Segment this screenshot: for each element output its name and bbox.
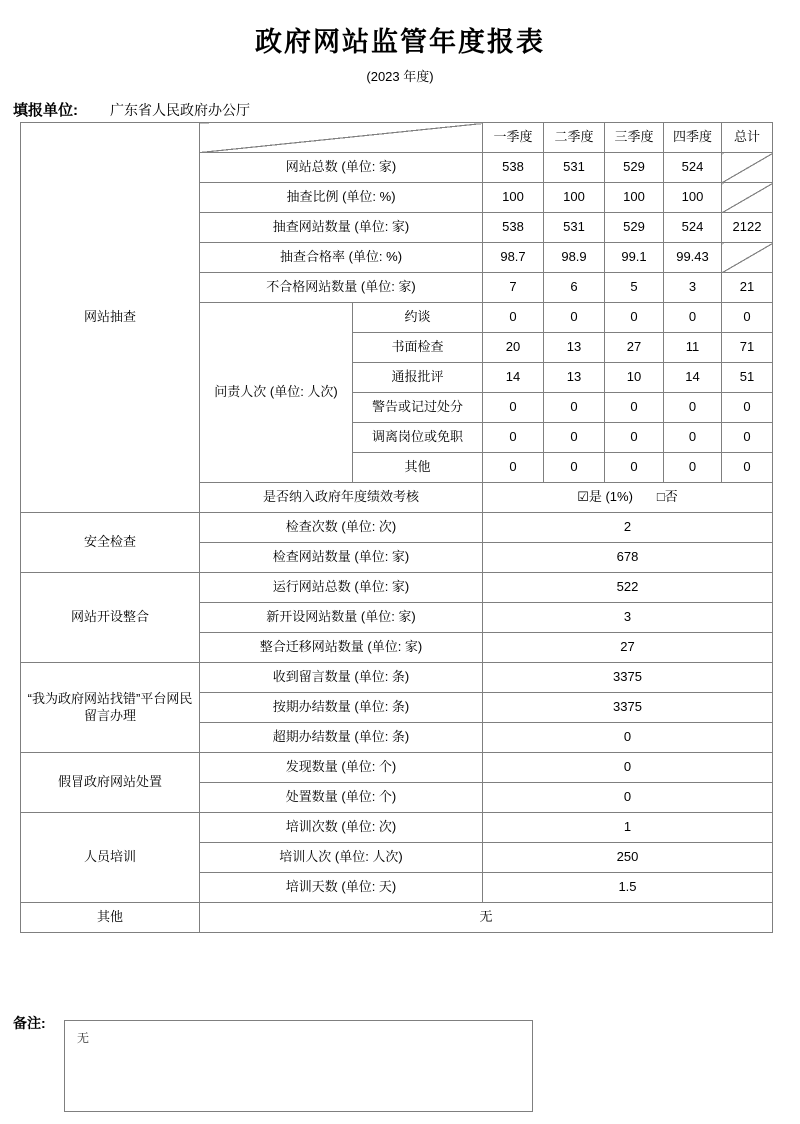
row-label: 通报批评 [353, 363, 483, 393]
row-label: 网站总数 (单位: 家) [200, 153, 483, 183]
value-cell: 524 [664, 153, 722, 183]
value-cell: 100 [544, 183, 605, 213]
value-cell: 100 [664, 183, 722, 213]
value-cell: 0 [544, 303, 605, 333]
value-cell: 11 [664, 333, 722, 363]
other-value-cell: 无 [200, 903, 773, 933]
row-label: 书面检查 [353, 333, 483, 363]
report-year-subtitle: (2023 年度) [366, 69, 434, 84]
category-cell-sampling: 网站抽查 [21, 123, 200, 513]
value-cell: 678 [483, 543, 773, 573]
assessment-label: 是否纳入政府年度绩效考核 [200, 483, 483, 513]
value-cell: 0 [664, 303, 722, 333]
value-cell: 5 [605, 273, 664, 303]
value-cell: 6 [544, 273, 605, 303]
row-label: 培训次数 (单位: 次) [200, 813, 483, 843]
value-cell: 0 [605, 423, 664, 453]
checkbox-no-unchecked[interactable]: □否 [656, 489, 678, 505]
diagonal-header-cell [200, 123, 483, 153]
row-label: 抽查合格率 (单位: %) [200, 243, 483, 273]
row-label: 处置数量 (单位: 个) [200, 783, 483, 813]
value-cell: 99.1 [605, 243, 664, 273]
quarter-header-q4: 四季度 [664, 123, 722, 153]
value-cell: 0 [544, 423, 605, 453]
row-label: 按期办结数量 (单位: 条) [200, 693, 483, 723]
value-cell: 13 [544, 333, 605, 363]
diagonal-total-cell [722, 183, 773, 213]
value-cell: 0 [664, 393, 722, 423]
remarks-label: 备注: [13, 1015, 46, 1031]
row-label: 抽查网站数量 (单位: 家) [200, 213, 483, 243]
value-cell: 27 [483, 633, 773, 663]
category-cell-fake-sites: 假冒政府网站处置 [21, 753, 200, 813]
row-label: 抽查比例 (单位: %) [200, 183, 483, 213]
diagonal-total-cell [722, 153, 773, 183]
table-row [21, 813, 773, 843]
total-header: 总计 [722, 123, 773, 153]
row-label: 培训天数 (单位: 天) [200, 873, 483, 903]
value-cell: 100 [605, 183, 664, 213]
category-cell-feedback: “我为政府网站找错”平台网民留言办理 [21, 663, 200, 753]
remarks-textarea[interactable]: 无 [64, 1020, 533, 1112]
value-cell: 529 [605, 153, 664, 183]
total-cell: 0 [722, 303, 773, 333]
value-cell: 1.5 [483, 873, 773, 903]
accountability-label: 问责人次 (单位: 人次) [200, 303, 353, 483]
value-cell: 531 [544, 213, 605, 243]
row-label: 发现数量 (单位: 个) [200, 753, 483, 783]
table-row [21, 513, 773, 543]
value-cell: 0 [483, 753, 773, 783]
value-cell: 27 [605, 333, 664, 363]
value-cell: 250 [483, 843, 773, 873]
value-cell: 98.9 [544, 243, 605, 273]
row-label: 约谈 [353, 303, 483, 333]
category-cell-integration: 网站开设整合 [21, 573, 200, 663]
total-cell: 21 [722, 273, 773, 303]
value-cell: 10 [605, 363, 664, 393]
annual-report-table [20, 122, 773, 933]
value-cell: 0 [605, 303, 664, 333]
value-cell: 0 [483, 423, 544, 453]
row-label: 运行网站总数 (单位: 家) [200, 573, 483, 603]
quarter-header-q1: 一季度 [483, 123, 544, 153]
value-cell: 538 [483, 213, 544, 243]
total-cell: 0 [722, 393, 773, 423]
row-label: 警告或记过处分 [353, 393, 483, 423]
value-cell: 0 [483, 453, 544, 483]
row-label: 检查次数 (单位: 次) [200, 513, 483, 543]
diagonal-total-cell [722, 243, 773, 273]
value-cell: 0 [605, 453, 664, 483]
row-label: 培训人次 (单位: 人次) [200, 843, 483, 873]
value-cell: 100 [483, 183, 544, 213]
value-cell: 0 [483, 303, 544, 333]
table-row [21, 663, 773, 693]
table-row [21, 903, 773, 933]
quarter-header-q2: 二季度 [544, 123, 605, 153]
value-cell: 14 [483, 363, 544, 393]
value-cell: 0 [544, 393, 605, 423]
value-cell: 7 [483, 273, 544, 303]
total-cell: 0 [722, 453, 773, 483]
value-cell: 20 [483, 333, 544, 363]
value-cell: 14 [664, 363, 722, 393]
category-cell-other: 其他 [21, 903, 200, 933]
value-cell: 0 [605, 393, 664, 423]
row-label: 检查网站数量 (单位: 家) [200, 543, 483, 573]
value-cell: 0 [483, 723, 773, 753]
value-cell: 0 [664, 453, 722, 483]
value-cell: 0 [664, 423, 722, 453]
row-label: 超期办结数量 (单位: 条) [200, 723, 483, 753]
value-cell: 2 [483, 513, 773, 543]
reporting-unit-value: 广东省人民政府办公厅 [84, 100, 292, 123]
value-cell: 3375 [483, 693, 773, 723]
value-cell: 538 [483, 153, 544, 183]
assessment-value-cell [483, 483, 773, 513]
table-row [21, 573, 773, 603]
value-cell: 3 [664, 273, 722, 303]
total-cell: 51 [722, 363, 773, 393]
value-cell: 0 [483, 393, 544, 423]
reporting-unit-label: 填报单位: [13, 102, 78, 119]
total-cell: 71 [722, 333, 773, 363]
row-label: 不合格网站数量 (单位: 家) [200, 273, 483, 303]
quarter-header-q3: 三季度 [605, 123, 664, 153]
reporting-unit-line [13, 99, 292, 123]
category-cell-security: 安全检查 [21, 513, 200, 573]
checkbox-yes-checked[interactable]: ☑是 (1%) [577, 489, 633, 505]
value-cell: 524 [664, 213, 722, 243]
value-cell: 531 [544, 153, 605, 183]
value-cell: 0 [483, 783, 773, 813]
table-row [21, 753, 773, 783]
value-cell: 3375 [483, 663, 773, 693]
total-cell: 2122 [722, 213, 773, 243]
row-label: 调离岗位或免职 [353, 423, 483, 453]
value-cell: 1 [483, 813, 773, 843]
total-cell: 0 [722, 423, 773, 453]
row-label: 其他 [353, 453, 483, 483]
value-cell: 98.7 [483, 243, 544, 273]
value-cell: 3 [483, 603, 773, 633]
category-cell-training: 人员培训 [21, 813, 200, 903]
table-header-row [21, 123, 773, 153]
value-cell: 0 [544, 453, 605, 483]
row-label: 新开设网站数量 (单位: 家) [200, 603, 483, 633]
row-label: 收到留言数量 (单位: 条) [200, 663, 483, 693]
row-label: 整合迁移网站数量 (单位: 家) [200, 633, 483, 663]
value-cell: 99.43 [664, 243, 722, 273]
page-title: 政府网站监管年度报表 [255, 27, 545, 57]
value-cell: 529 [605, 213, 664, 243]
value-cell: 13 [544, 363, 605, 393]
value-cell: 522 [483, 573, 773, 603]
